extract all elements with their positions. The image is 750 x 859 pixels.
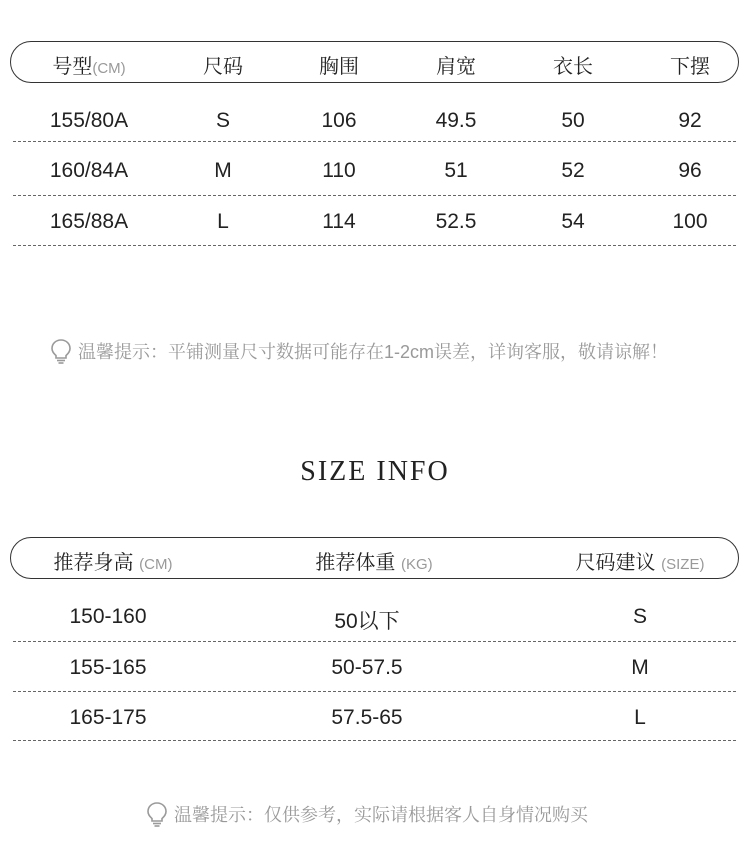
cell-height: 150-160 — [69, 605, 147, 628]
cell-height: 155-165 — [69, 656, 147, 679]
tip-text: 温馨提示：仅供参考，实际请根据客人自身情况购买 — [174, 805, 588, 825]
row-divider — [13, 740, 736, 741]
header-shoulder: 肩宽 — [436, 56, 476, 78]
cell-length: 54 — [561, 210, 585, 233]
header-size: 尺码 — [203, 56, 243, 78]
cell-model: 160/84A — [49, 159, 129, 182]
row-divider — [13, 245, 736, 246]
cell-weight: 50以下 — [334, 610, 400, 633]
cell-shoulder: 49.5 — [435, 109, 477, 132]
tip-text: 温馨提示：平铺测量尺寸数据可能存在1-2cm误差，详询客服，敬请谅解！ — [78, 342, 669, 362]
cell-chest: 114 — [322, 210, 356, 233]
cell-chest: 106 — [321, 109, 357, 132]
cell-size: M — [214, 159, 232, 182]
cell-chest: 110 — [322, 159, 356, 182]
row-divider — [13, 641, 736, 642]
cell-height: 165-175 — [69, 706, 147, 729]
cell-weight: 57.5-65 — [331, 706, 403, 729]
cell-size: S — [215, 109, 231, 132]
header-height: 推荐身高 (CM) — [53, 552, 173, 574]
cell-size: L — [217, 210, 229, 233]
cell-length: 52 — [561, 159, 585, 182]
header-weight: 推荐体重 (KG) — [315, 552, 433, 574]
header-size-advice: 尺码建议 (SIZE) — [575, 552, 705, 574]
cell-size: M — [631, 656, 649, 679]
header-chest: 胸围 — [319, 56, 359, 78]
row-divider — [13, 141, 736, 142]
section-title: SIZE INFO — [300, 456, 450, 487]
cell-shoulder: 51 — [444, 159, 468, 182]
cell-model: 155/80A — [49, 109, 129, 132]
header-model: 号型(CM) — [52, 56, 126, 78]
cell-size: L — [634, 706, 646, 729]
cell-model: 165/88A — [49, 210, 129, 233]
row-divider — [13, 691, 736, 692]
header-hem: 下摆 — [670, 56, 710, 78]
cell-hem: 92 — [678, 109, 702, 132]
cell-shoulder: 52.5 — [435, 210, 477, 233]
header-length: 衣长 — [553, 56, 593, 78]
row-divider — [13, 195, 736, 196]
lightbulb-icon — [146, 801, 168, 827]
cell-hem: 100 — [672, 210, 708, 233]
cell-weight: 50-57.5 — [331, 656, 403, 679]
tip-measurement — [50, 338, 668, 364]
cell-length: 50 — [561, 109, 585, 132]
lightbulb-icon — [50, 338, 72, 364]
cell-size: S — [632, 605, 648, 628]
cell-hem: 96 — [678, 159, 702, 182]
tip-reference — [146, 801, 588, 827]
